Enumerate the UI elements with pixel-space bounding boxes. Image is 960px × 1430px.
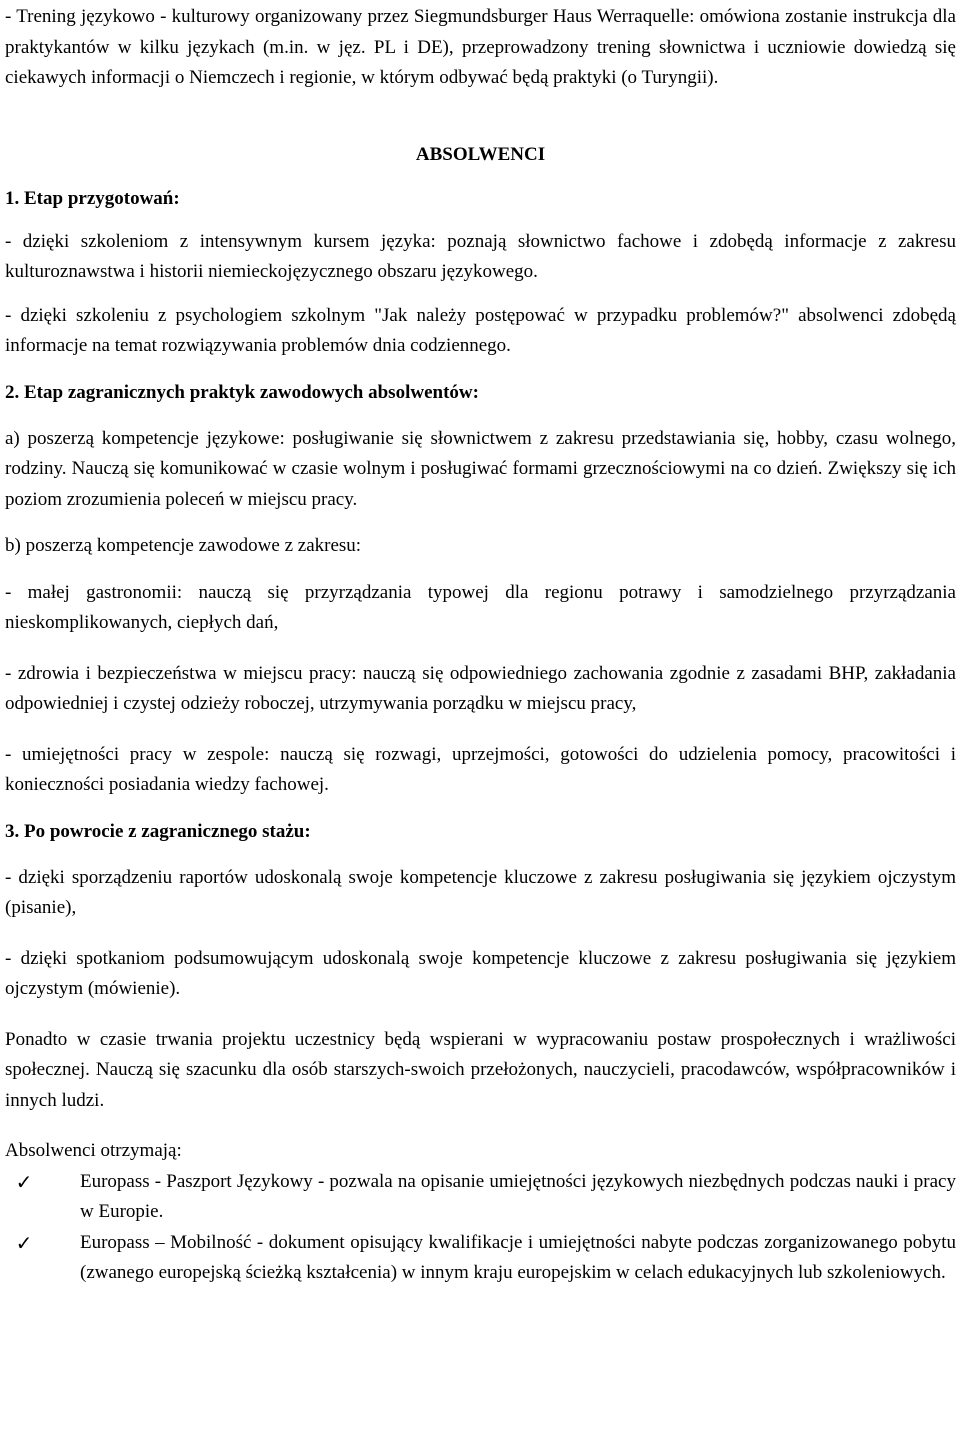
stage2-b-teamwork: - umiejętności pracy w zespole: nauczą się rozwagi, uprzejmości, gotowości do udzielenia pomocy, pracowitości i konieczności posiadania wiedzy fachowej. <box>5 743 956 795</box>
stage3-item-meetings: - dzięki spotkaniom podsumowującym udoskonalą swoje kompetencje kluczowe z zakresu posługiwania się językiem ojczystym (mówienie). <box>5 947 956 999</box>
check-icon: ✓ <box>15 1230 33 1255</box>
list-item <box>5 1228 956 1289</box>
stage3-heading: 3. Po powrocie z zagranicznego stażu: <box>5 820 311 842</box>
closing-paragraph: Ponadto w czasie trwania projektu uczestnicy będą wspierani w wypracowaniu postaw prospołecznych i wrażliwości społecznej. Nauczą się szacunku dla osób starszych-swoich przełożonych, nauczycieli, pracodawców, współpracowników i innych ludzi. <box>5 1028 956 1111</box>
stage2-b-health-safety: - zdrowia i bezpieczeństwa w miejscu pracy: nauczą się odpowiedniego zachowania zgodnie z zasadami BHP, zakładania odpowiedniej i czystej odzieży roboczej, utrzymywania porządku w miejscu pracy, <box>5 662 956 714</box>
stage1-item-psychologist: - dzięki szkoleniu z psychologiem szkolnym "Jak należy postępować w przypadku problemów?" absolwenci zdobędą informacje na temat rozwiązywania problemów dnia codziennego. <box>5 304 956 356</box>
list-item-text: Europass - Paszport Językowy - pozwala na opisanie umiejętności językowych niezbędnych podczas nauki i pracy w Europie. <box>80 1170 956 1222</box>
receive-list <box>5 1167 956 1289</box>
stage2-b-gastronomy: - małej gastronomii: nauczą się przyrządzania typowej dla regionu potrawy i samodzielnego przyrządzania nieskomplikowanych, ciepłych dań, <box>5 581 956 633</box>
stage3-item-reports: - dzięki sporządzeniu raportów udoskonalą swoje kompetencje kluczowe z zakresu posługiwania się językiem ojczystym (pisanie), <box>5 866 956 918</box>
stage1-heading: 1. Etap przygotowań: <box>5 187 180 209</box>
check-icon: ✓ <box>15 1169 33 1194</box>
intro-paragraph: - Trening językowo - kulturowy organizowany przez Siegmundsburger Haus Werraquelle: omówiona zostanie instrukcja dla praktykantów w kilku językach (m.in. w jęz. PL i DE), przeprowadzony trening słownictwa i uczniowie dowiedzą się ciekawych informacji o Niemczech i regionie, w którym odbywać będą praktyki (o Turyngii). <box>5 6 956 88</box>
list-item-text: Europass – Mobilność - dokument opisujący kwalifikacje i umiejętności nabyte podczas zorganizowanego pobytu (zwanego europejską ścieżką kształcenia) w innym kraju europejskim w celach edukacyjnych lub szkoleniowych. <box>80 1231 956 1283</box>
stage1-item-language-course: - dzięki szkoleniom z intensywnym kursem języka: poznają słownictwo fachowe i zdobędą informacje z zakresu kulturoznawstwa i historii niemieckojęzycznego obszaru językowego. <box>5 230 956 282</box>
receive-label: Absolwenci otrzymają: <box>5 1140 182 1161</box>
stage2-item-b: b) poszerzą kompetencje zawodowe z zakresu: <box>5 535 362 556</box>
stage2-item-a: a) poszerzą kompetencje językowe: posługiwanie się słownictwem z zakresu przedstawiania się, hobby, czasu wolnego, rodziny. Nauczą się komunikować w czasie wolnym i posługiwać formami grzecznościowymi na co dzień. Zwiększy się ich poziom zrozumienia poleceń w miejscu pracy. <box>5 427 956 510</box>
section-title: ABSOLWENCI <box>415 143 546 165</box>
list-item <box>5 1167 956 1228</box>
stage2-heading: 2. Etap zagranicznych praktyk zawodowych absolwentów: <box>5 381 479 403</box>
document-page <box>0 2 960 1289</box>
